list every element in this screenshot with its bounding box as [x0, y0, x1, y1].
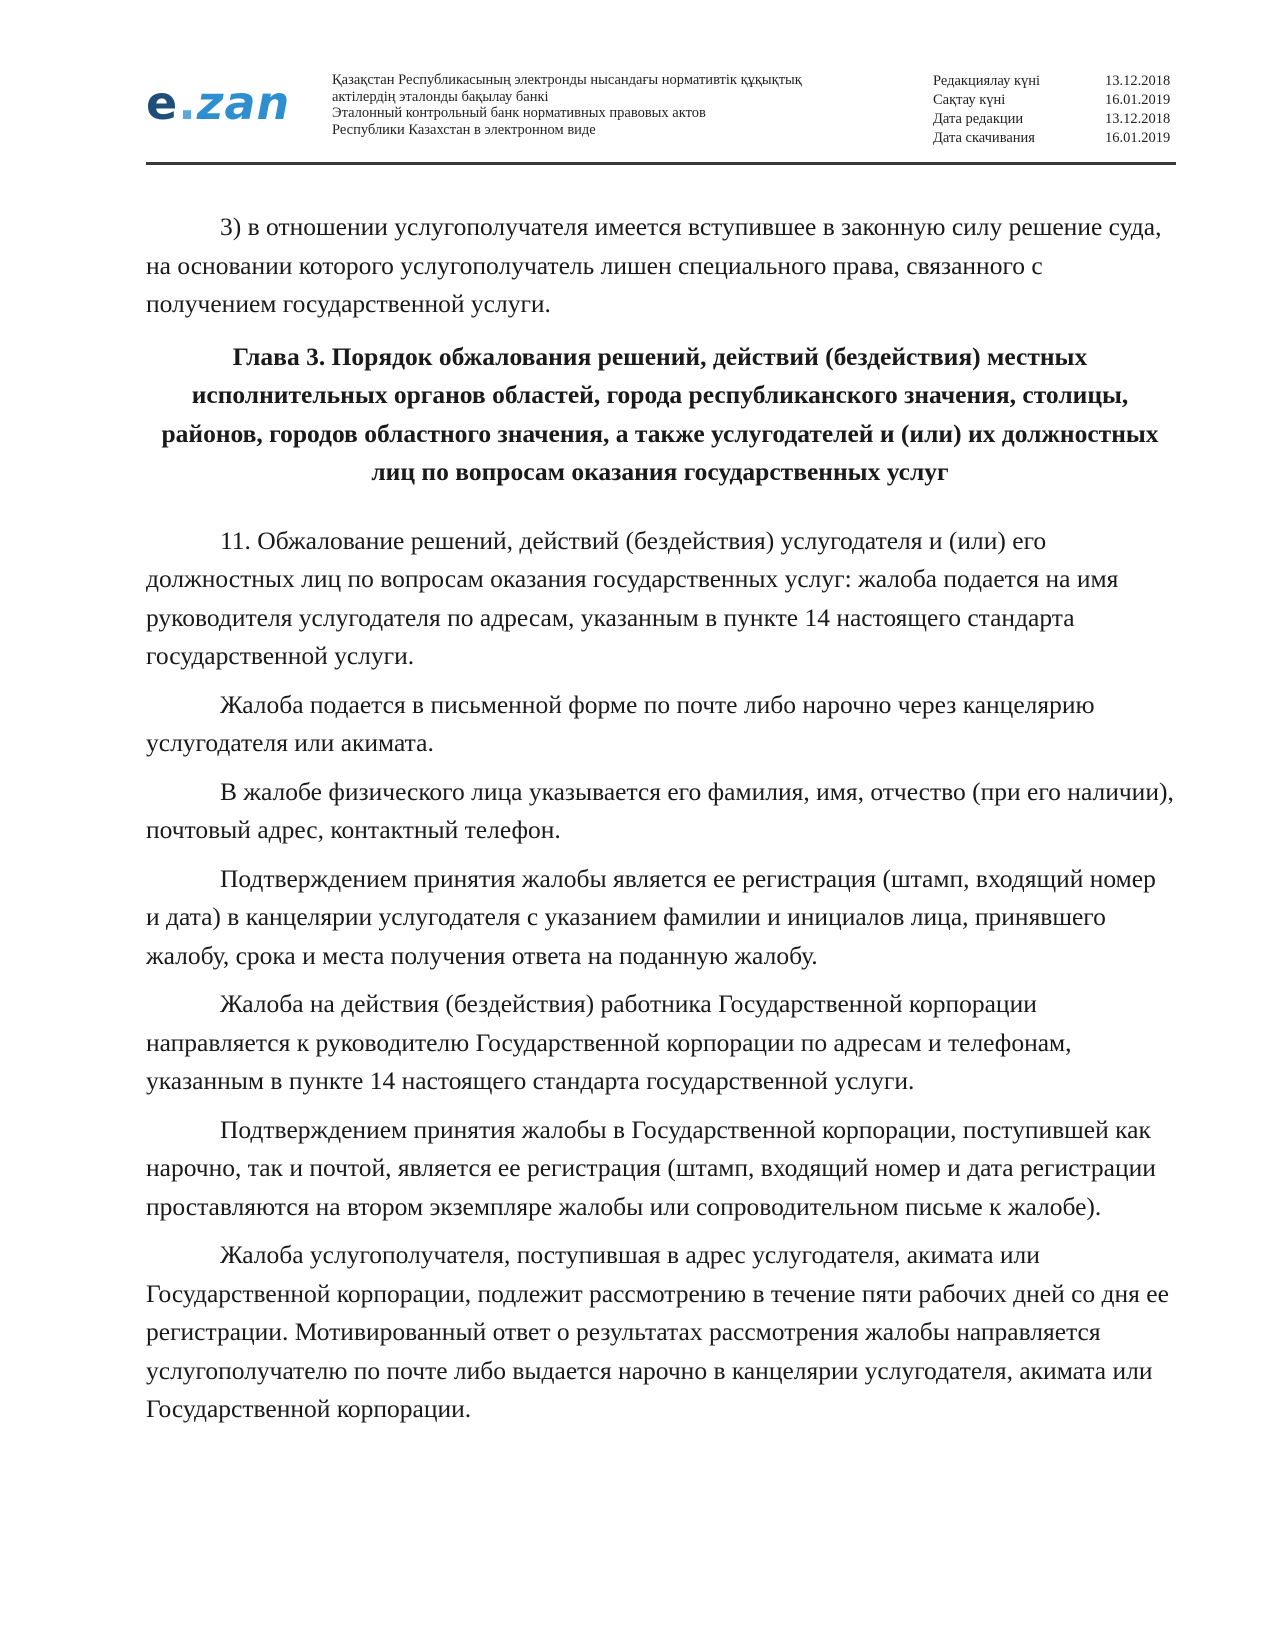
date-label: Редакциялау күні	[933, 73, 1041, 89]
header-desc-line: Қазақстан Республикасының электронды нысандағы нормативтік құқықтық	[332, 72, 802, 88]
date-label: Дата скачивания	[933, 130, 1035, 146]
paragraph: Подтверждением принятия жалобы в Государственной корпорации, поступившей как нарочно, так и почтой, является ее регистрация (штамп, входящий номер и дата регистрации проставляются на втором экземпляре жалобы или сопроводительном письме к жалобе).	[146, 1114, 1156, 1221]
paragraph: В жалобе физического лица указывается его фамилия, имя, отчество (при его наличии), почтовый адрес, контактный телефон.	[146, 776, 1174, 844]
header-desc-line: актілердің эталонды бақылау банкі	[332, 88, 549, 105]
paragraph-intro: 3) в отношении услугополучателя имеется вступившее в законную силу решение суда, на основании которого услугополучатель лишен специального права, связанного с получением государственной услуги.	[146, 212, 1162, 318]
ezan-logo	[146, 76, 291, 130]
paragraph: Жалоба на действия (бездействия) работника Государственной корпорации направляется к руководителю Государственной корпорации по адресам и телефонам, указанным в пункте 14 настоящего стандарта государственной услуги.	[146, 989, 1072, 1095]
document-header	[146, 62, 1176, 162]
header-description	[332, 72, 892, 138]
date-row-save-kz	[933, 91, 1183, 110]
date-label: Дата редакции	[933, 111, 1024, 127]
header-divider	[146, 162, 1176, 165]
header-desc-line: Эталонный контрольный банк нормативных правовых актов	[332, 105, 706, 121]
paragraph: Подтверждением принятия жалобы является ее регистрация (штамп, входящий номер и дата) в канцелярии услугодателя с указанием фамилии и инициалов лица, принявшего жалобу, срока и места получения ответа на поданную жалобу.	[146, 863, 1156, 970]
date-label: Сақтау күні	[933, 92, 1006, 108]
date-value: 16.01.2019	[1105, 92, 1171, 108]
document-body	[146, 208, 1174, 1439]
header-dates	[933, 72, 1183, 148]
paragraph: Жалоба услугополучателя, поступившая в адрес услугодателя, акимата или Государственной корпорации, подлежит рассмотрению в течение пяти рабочих дней со дня ее регистрации. Мотивированный ответ о результатах рассмотрения жалобы направляется услугополучателю по почте либо выдается нарочно в канцелярии услугодателя, акимата или Государственной корпорации.	[146, 1240, 1169, 1423]
logo-e: e	[146, 76, 179, 130]
date-row-edit-kz	[933, 72, 1183, 91]
date-value: 16.01.2019	[1105, 130, 1171, 146]
date-row-edit-ru	[933, 110, 1183, 129]
logo-dot: .	[178, 76, 197, 130]
date-row-download-ru	[933, 129, 1183, 148]
date-value: 13.12.2018	[1105, 111, 1171, 127]
date-value: 13.12.2018	[1105, 73, 1171, 89]
paragraph: Жалоба подается в письменной форме по почте либо нарочно через канцелярию услугодателя или акимата.	[146, 689, 1095, 757]
header-desc-line: Республики Казахстан в электронном виде	[332, 121, 596, 138]
logo-zan: zan	[196, 76, 291, 130]
paragraph: 11. Обжалование решений, действий (бездействия) услугодателя и (или) его должностных лиц по вопросам оказания государственных услуг: жалоба подается на имя руководителя услугодателя по адресам, указанным в пункте 14 настоящего стандарта государственной услуги.	[146, 525, 1119, 670]
chapter-heading: Глава 3. Порядок обжалования решений, действий (бездействия) местных исполнительных органов областей, города республиканского значения, столицы, районов, городов областного значения, а также услугодателей и (или) их должностных лиц по вопросам оказания государственных услуг	[161, 341, 1159, 486]
